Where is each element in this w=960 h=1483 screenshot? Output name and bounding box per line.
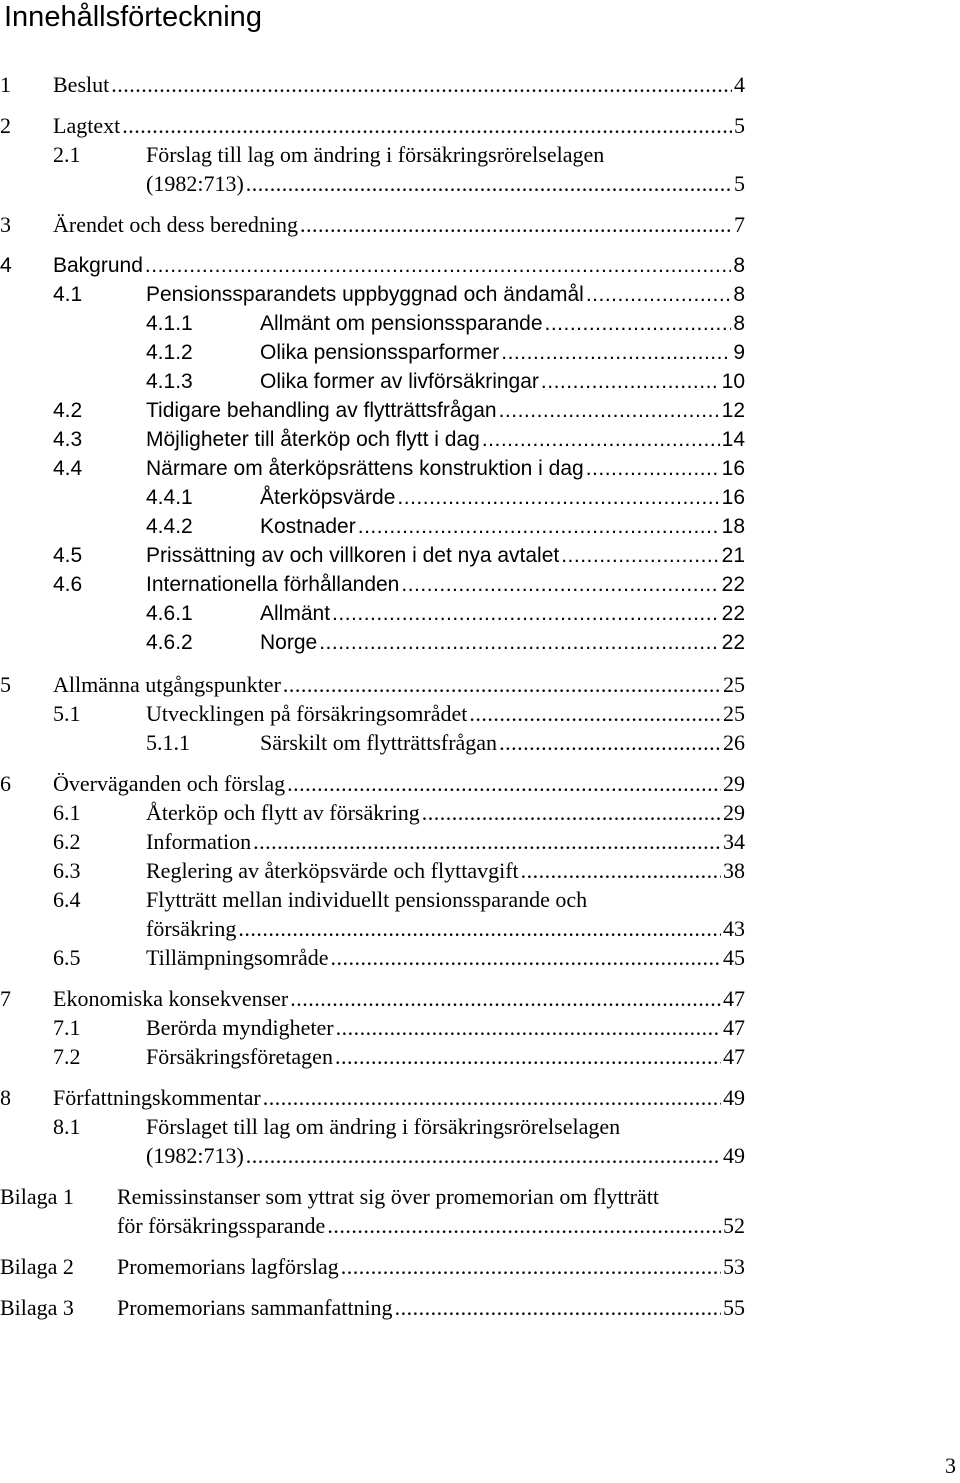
toc-entry-page: 55: [723, 1295, 745, 1320]
toc-entry[interactable]: [53, 857, 745, 885]
toc-entry-number: 4.4.1: [146, 486, 193, 509]
toc-entry[interactable]: [53, 828, 745, 856]
toc-entry[interactable]: [53, 944, 745, 972]
toc-entry-title: Olika former av livförsäkringar: [260, 370, 539, 393]
toc-entry-number: 6: [0, 771, 11, 796]
toc-entry-page: 22: [721, 631, 745, 654]
toc-entry-title: Försäkringsföretagen: [146, 1044, 333, 1069]
toc-entry-title: Pensionssparandets uppbyggnad och ändamål: [146, 283, 584, 306]
toc-entry-number: 4.6.1: [146, 602, 193, 625]
toc-entry-page: 9: [733, 341, 745, 364]
toc-entry-number: 8.1: [53, 1114, 81, 1139]
toc-entry-page: 34: [723, 829, 745, 854]
toc-entry[interactable]: [0, 770, 745, 798]
toc-entry-page: 10: [721, 370, 745, 393]
toc-entry-number: 5: [0, 672, 11, 697]
dot-leader: [397, 484, 719, 512]
toc-entry[interactable]: [0, 1212, 745, 1240]
toc-entry-title: Remissinstanser som yttrat sig över promemorian om flytträtt: [117, 1184, 659, 1209]
toc-entry-page: 8: [733, 254, 745, 277]
toc-entry[interactable]: [53, 455, 745, 483]
dot-leader: [482, 426, 720, 454]
toc-entry[interactable]: [53, 542, 745, 570]
toc-entry[interactable]: [0, 1294, 745, 1322]
toc-entry-title: för försäkringssparande: [117, 1213, 326, 1238]
toc-entry[interactable]: [53, 141, 745, 169]
toc-entry[interactable]: [146, 339, 745, 367]
toc-entry-number: Bilaga 2: [0, 1254, 74, 1279]
dot-leader: [586, 455, 720, 483]
toc-entry[interactable]: [53, 1142, 745, 1170]
toc-entry-page: 25: [723, 672, 745, 697]
toc-entry-number: 4: [0, 254, 12, 277]
toc-entry-title: Återköp och flytt av försäkring: [146, 800, 420, 825]
dot-leader: [401, 571, 719, 599]
dot-leader: [246, 170, 732, 198]
toc-entry-title: Utvecklingen på försäkringsområdet: [146, 701, 468, 726]
toc-entry[interactable]: [146, 629, 745, 657]
toc-entry-page: 29: [723, 800, 745, 825]
dot-leader: [561, 542, 719, 570]
toc-entry-title: Återköpsvärde: [260, 486, 396, 509]
toc-entry-page: 53: [723, 1254, 745, 1279]
toc-entry-number: 7: [0, 986, 11, 1011]
toc-entry-page: 43: [723, 916, 745, 941]
toc-entry[interactable]: [0, 1253, 745, 1281]
toc-entry-title: Internationella förhållanden: [146, 573, 400, 596]
toc-entry-number: 4.6: [53, 573, 83, 596]
dot-leader: [335, 1043, 721, 1071]
toc-entry-title: Prissättning av och villkoren i det nya avtalet: [146, 544, 560, 567]
toc-entry-number: 6.4: [53, 887, 81, 912]
toc-entry-title: Tidigare behandling av flytträttsfrågan: [146, 399, 497, 422]
dot-leader: [246, 1142, 721, 1170]
toc-heading: Innehållsförteckning: [4, 1, 262, 33]
toc-entry-title: Promemorians sammanfattning: [117, 1295, 393, 1320]
toc-entry-number: 4.1.1: [146, 312, 193, 335]
dot-leader: [521, 857, 721, 885]
toc-entry-page: 29: [723, 771, 745, 796]
dot-leader: [283, 671, 721, 699]
toc-entry[interactable]: [53, 700, 745, 728]
toc-entry-page: 25: [723, 701, 745, 726]
dot-leader: [501, 339, 731, 367]
toc-entry-number: 4.1: [53, 283, 83, 306]
toc-entry-title: Författningskommentar: [53, 1085, 261, 1110]
toc-entry-page: 52: [723, 1213, 745, 1238]
dot-leader: [253, 828, 721, 856]
toc-entry[interactable]: [53, 1014, 745, 1042]
toc-entry-number: 4.6.2: [146, 631, 193, 654]
toc-entry-page: 8: [733, 312, 745, 335]
dot-leader: [319, 629, 719, 657]
toc-entry[interactable]: [0, 1183, 745, 1211]
toc-entry[interactable]: [0, 71, 745, 99]
dot-leader: [541, 368, 720, 396]
toc-entry-title: (1982:713): [146, 1143, 244, 1168]
toc-entry[interactable]: [146, 484, 745, 512]
toc-entry-title: Promemorians lagförslag: [117, 1254, 339, 1279]
toc-entry-title: försäkring: [146, 916, 237, 941]
toc-entry-number: 4.2: [53, 399, 83, 422]
dot-leader: [341, 1253, 721, 1281]
toc-entry-page: 26: [723, 730, 745, 755]
toc-entry-title: Allmänt om pensionssparande: [260, 312, 543, 335]
toc-entry[interactable]: [146, 310, 745, 338]
toc-entry-title: Överväganden och förslag: [53, 771, 286, 796]
dot-leader: [238, 915, 721, 943]
toc-entry-page: 22: [721, 602, 745, 625]
toc-entry-page: 49: [723, 1143, 745, 1168]
toc-entry-page: 8: [733, 283, 745, 306]
toc-entry[interactable]: [0, 112, 745, 140]
toc-entry-title: Norge: [260, 631, 318, 654]
page-number: 3: [945, 1453, 956, 1478]
toc-entry-title: Reglering av återköpsvärde och flyttavgift: [146, 858, 519, 883]
toc-entry-number: Bilaga 3: [0, 1295, 74, 1320]
dot-leader: [331, 944, 721, 972]
toc-entry-title: Bakgrund: [53, 254, 143, 277]
dot-leader: [122, 112, 732, 140]
toc-entry[interactable]: [53, 170, 745, 198]
toc-entry[interactable]: [53, 397, 745, 425]
toc-entry-title: Allmänna utgångspunkter: [53, 672, 281, 697]
toc-entry-page: 49: [723, 1085, 745, 1110]
toc-entry[interactable]: [53, 886, 745, 914]
toc-entry-page: 5: [734, 171, 745, 196]
toc-entry-title: Ekonomiska konsekvenser: [53, 986, 289, 1011]
dot-leader: [327, 1212, 721, 1240]
dot-leader: [469, 700, 721, 728]
toc-entry-title: Beslut: [53, 72, 110, 97]
toc-entry[interactable]: [53, 1113, 745, 1141]
toc-entry-number: 2.1: [53, 142, 81, 167]
toc-entry[interactable]: [146, 729, 745, 757]
toc-entry-title: Närmare om återköpsrättens konstruktion i dag: [146, 457, 584, 480]
toc-entry[interactable]: [146, 600, 745, 628]
toc-entry[interactable]: [53, 1043, 745, 1071]
toc-entry-number: 4.4: [53, 457, 83, 480]
toc-entry[interactable]: [0, 985, 745, 1013]
toc-entry-title: Särskilt om flytträttsfrågan: [260, 730, 498, 755]
toc-entry[interactable]: [53, 571, 745, 599]
dot-leader: [358, 513, 720, 541]
toc-entry-number: 3: [0, 212, 11, 237]
dot-leader: [499, 397, 720, 425]
toc-entry-number: 6.1: [53, 800, 81, 825]
toc-entry-number: 6.2: [53, 829, 81, 854]
toc-entry-number: 4.5: [53, 544, 83, 567]
dot-leader: [395, 1294, 721, 1322]
toc-entry-page: 22: [721, 573, 745, 596]
toc-entry[interactable]: [0, 1084, 745, 1112]
toc-entry-number: 7.2: [53, 1044, 81, 1069]
toc-entry-title: (1982:713): [146, 171, 244, 196]
dot-leader: [545, 310, 732, 338]
toc-entry-page: 47: [723, 986, 745, 1011]
toc-entry-number: 5.1: [53, 701, 81, 726]
toc-entry-page: 45: [723, 945, 745, 970]
toc-entry-title: Tillämpningsområde: [146, 945, 329, 970]
toc-entry-title: Lagtext: [53, 113, 121, 138]
toc-entry-page: 7: [734, 212, 745, 237]
toc-entry-title: Berörda myndigheter: [146, 1015, 334, 1040]
toc-entry-number: 4.4.2: [146, 515, 193, 538]
toc-entry-page: 47: [723, 1044, 745, 1069]
toc-entry-title: Allmänt: [260, 602, 331, 625]
toc-entry[interactable]: [146, 513, 745, 541]
toc-entry-page: 21: [721, 544, 745, 567]
toc-entry-page: 14: [721, 428, 745, 451]
toc-entry-page: 12: [721, 399, 745, 422]
dot-leader: [336, 1014, 721, 1042]
toc-entry-number: 4.3: [53, 428, 83, 451]
toc-entry-number: 6.5: [53, 945, 81, 970]
toc-entry[interactable]: [0, 211, 745, 239]
dot-leader: [422, 799, 721, 827]
toc-entry-number: 5.1.1: [146, 730, 190, 755]
toc-entry[interactable]: [53, 799, 745, 827]
dot-leader: [145, 252, 731, 280]
toc-entry-number: Bilaga 1: [0, 1184, 74, 1209]
toc-entry-number: 6.3: [53, 858, 81, 883]
toc-entry-page: 5: [734, 113, 745, 138]
toc-entry-page: 16: [721, 457, 745, 480]
dot-leader: [290, 985, 721, 1013]
toc-entry[interactable]: [53, 915, 745, 943]
toc-entry-title: Möjligheter till återköp och flytt i dag: [146, 428, 480, 451]
toc-entry-number: 1: [0, 72, 11, 97]
toc-entry-title: Förslag till lag om ändring i försäkringsrörelselagen: [146, 142, 605, 167]
dot-leader: [111, 71, 732, 99]
toc-entry-number: 4.1.2: [146, 341, 193, 364]
dot-leader: [499, 729, 721, 757]
toc-entry-page: 47: [723, 1015, 745, 1040]
toc-entry[interactable]: [0, 671, 745, 699]
toc-entry-page: 18: [721, 515, 745, 538]
toc-entry-number: 4.1.3: [146, 370, 193, 393]
toc-entry[interactable]: [53, 281, 745, 309]
toc-entry-number: 2: [0, 113, 11, 138]
toc-entry-title: Ärendet och dess beredning: [53, 212, 298, 237]
toc-entry-number: 8: [0, 1085, 11, 1110]
dot-leader: [586, 281, 731, 309]
dot-leader: [287, 770, 721, 798]
toc-entry[interactable]: [146, 368, 745, 396]
dot-leader: [263, 1084, 721, 1112]
toc-entry-page: 16: [721, 486, 745, 509]
toc-entry-title: Kostnader: [260, 515, 356, 538]
toc-entry-title: Olika pensionssparformer: [260, 341, 500, 364]
toc-entry-page: 38: [723, 858, 745, 883]
toc-entry-page: 4: [734, 72, 745, 97]
toc-entry-title: Förslaget till lag om ändring i försäkringsrörelselagen: [146, 1114, 621, 1139]
toc-entry-title: Information: [146, 829, 252, 854]
dot-leader: [332, 600, 720, 628]
toc-entry[interactable]: [0, 252, 745, 280]
toc-entry[interactable]: [53, 426, 745, 454]
dot-leader: [300, 211, 732, 239]
toc-entry-number: 7.1: [53, 1015, 81, 1040]
toc-entry-title: Flytträtt mellan individuellt pensionssparande och: [146, 887, 588, 912]
